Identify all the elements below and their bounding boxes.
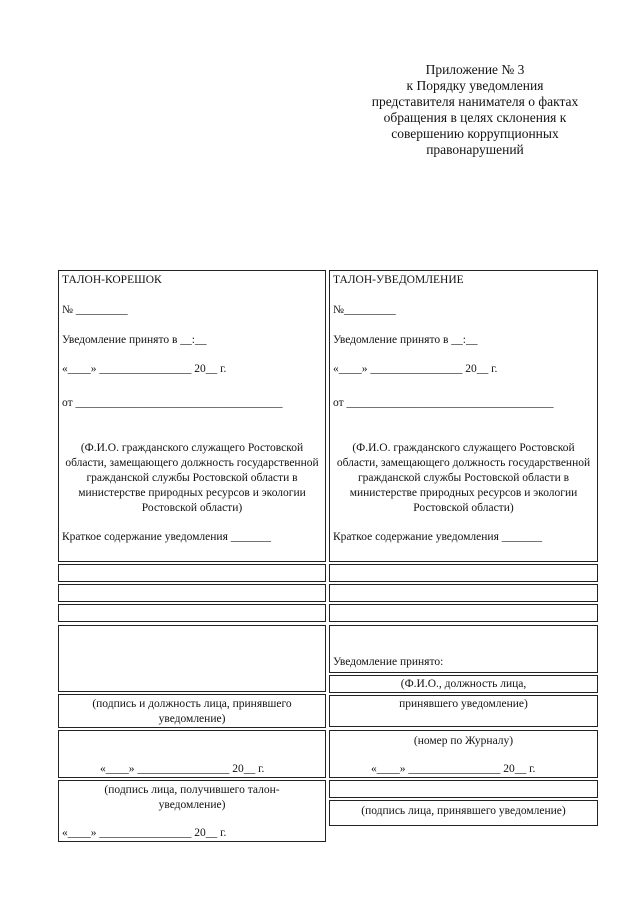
- right-fio-position-1: (Ф.И.О., должность лица,: [400, 678, 527, 690]
- right-signature-note: (подпись лица, принявшего уведомление): [361, 805, 566, 817]
- left-signature-area: [58, 625, 326, 692]
- left-signature-note: (подпись лица, получившего талон-уведомление): [104, 784, 280, 811]
- right-journal-no: (номер по Журналу): [413, 735, 514, 747]
- left-blank-row: [58, 604, 326, 622]
- right-fio-position-2: принявшего уведомление): [399, 698, 528, 710]
- right-accepted: Уведомление принято:: [333, 656, 444, 668]
- header-line: Приложение № 3: [425, 62, 525, 77]
- right-blank-row: [329, 564, 598, 582]
- right-number: №_________: [333, 304, 396, 316]
- header-line: представителя нанимателя о фактах: [371, 94, 579, 109]
- left-blank-row: [58, 584, 326, 602]
- right-title: ТАЛОН-УВЕДОМЛЕНИЕ: [333, 274, 464, 286]
- right-blank-row: [329, 584, 598, 602]
- left-title: ТАЛОН-КОРЕШОК: [62, 274, 162, 286]
- left-from: от ____________________________________: [62, 397, 283, 409]
- appendix-header: [350, 62, 600, 158]
- left-date3: «____» ________________ 20__ г.: [62, 827, 227, 839]
- left-receiver-note: (подпись и должность лица, принявшего уведомление): [92, 698, 292, 725]
- header-line: к Порядку уведомления: [406, 78, 544, 93]
- left-date: «____» ________________ 20__ г.: [62, 363, 227, 375]
- right-received-at: Уведомление принято в __:__: [333, 334, 478, 346]
- left-received-at: Уведомление принято в __:__: [62, 334, 207, 346]
- left-number: № _________: [62, 304, 128, 316]
- right-summary: Краткое содержание уведомления _______: [333, 531, 542, 543]
- left-summary: Краткое содержание уведомления _______: [62, 531, 271, 543]
- header-line: обращения в целях склонения к: [383, 110, 567, 125]
- right-fio-note: (Ф.И.О. гражданского служащего Ростовской области, замещающего должность государственной гражданской службы Ростовской области в министерстве природных ресурсов и экологии Ростовской области): [336, 442, 591, 514]
- left-fio-note: (Ф.И.О. гражданского служащего Ростовской области, замещающего должность государственной гражданской службы Ростовской области в министерстве природных ресурсов и экологии Ростовской области): [65, 442, 319, 514]
- right-from: от ____________________________________: [333, 397, 554, 409]
- header-line: совершению коррупционных: [391, 126, 559, 141]
- left-blank-row: [58, 564, 326, 582]
- header-line: правонарушений: [426, 142, 524, 157]
- left-date2: «____» ________________ 20__ г.: [100, 763, 265, 775]
- right-blank-row: [329, 604, 598, 622]
- right-date: «____» ________________ 20__ г.: [333, 363, 498, 375]
- right-date2: «____» ________________ 20__ г.: [371, 763, 536, 775]
- right-blank-row: [329, 780, 598, 798]
